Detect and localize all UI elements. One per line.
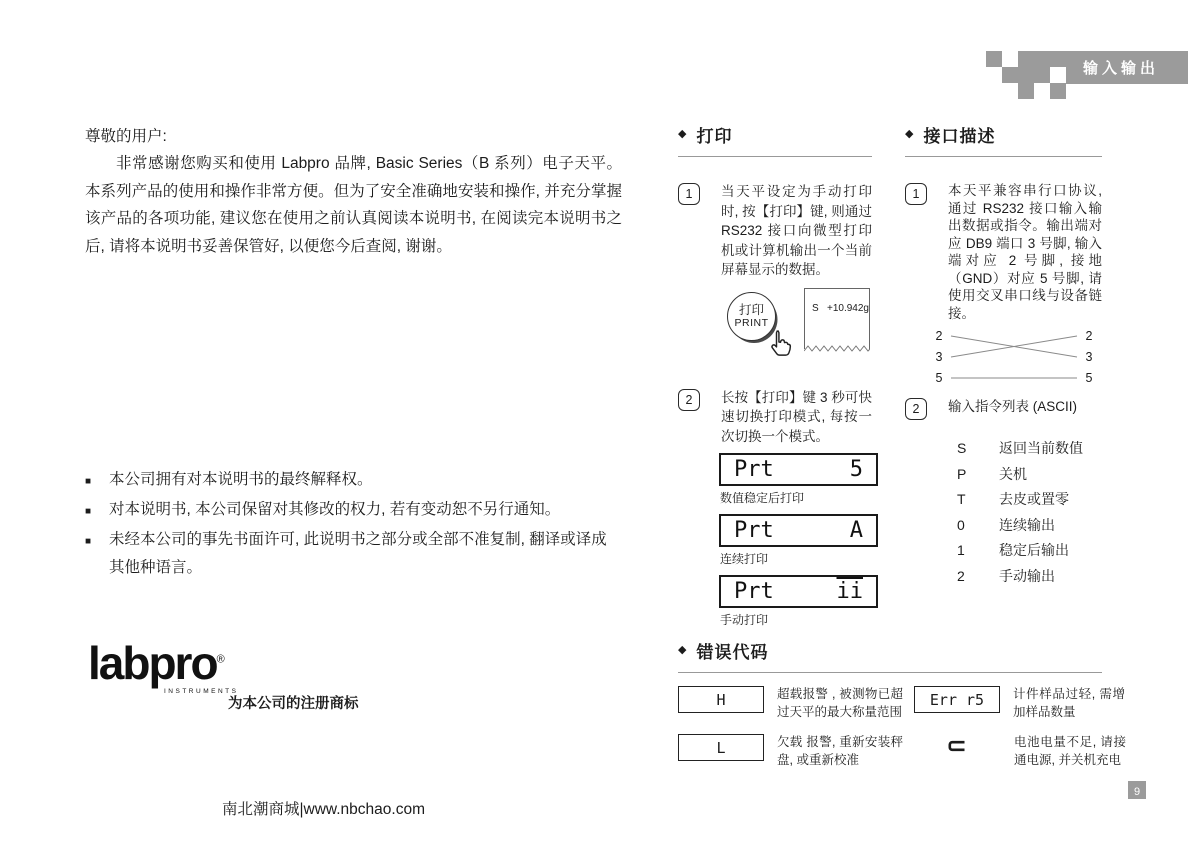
print-demo-illustration <box>719 290 872 386</box>
pin-label: 2 <box>935 329 943 343</box>
notice-item <box>85 466 622 496</box>
lcd-value: 5 <box>849 457 863 482</box>
command-desc: 连续输出 <box>999 516 1055 533</box>
command-desc: 手动输出 <box>999 567 1055 584</box>
battery-icon-cell <box>914 734 1001 759</box>
command-key: 1 <box>957 542 965 558</box>
display-caption: 手动打印 <box>720 613 769 627</box>
brand-logo <box>88 637 508 730</box>
print-section-header <box>678 122 872 157</box>
pixel-decoration <box>1050 83 1066 99</box>
notice-item <box>85 496 622 526</box>
command-key: T <box>957 491 966 507</box>
notice-list <box>85 466 622 582</box>
error-desc: 超载报警 , 被测物已超过天平的最大称量范围 <box>777 687 903 719</box>
pixel-decoration <box>1034 67 1050 83</box>
command-row <box>957 538 1102 564</box>
command-row <box>957 513 1102 539</box>
pixel-decoration <box>1018 51 1034 67</box>
error-row <box>678 734 1126 769</box>
error-desc: 电池电量不足, 请接通电源, 并关机充电 <box>1014 735 1126 767</box>
pixel-decoration <box>1018 83 1034 99</box>
diamond-icon: ◆ <box>905 128 915 140</box>
print-section <box>678 122 872 636</box>
lcd-prefix: Prt <box>734 457 774 482</box>
page-number-badge: 9 <box>1128 781 1146 799</box>
registered-trademark-symbol: ® <box>216 653 225 666</box>
step-text: 本天平兼容串行口协议, 通过 RS232 接口输入输出数据或指令。输出端对应 DB9 端口 3 号脚, 输入端对应 2 号脚, 接地（GND）对应 5 号脚, 请使用交叉串口线与设备链接。 <box>948 183 1102 321</box>
banner-title: 输入输出 <box>1082 60 1159 77</box>
ascii-command-list <box>957 436 1102 589</box>
error-code-section <box>678 638 1126 769</box>
command-desc: 返回当前数值 <box>999 440 1083 456</box>
pixel-decoration <box>1002 67 1018 83</box>
notice-text: 未经本公司的事先书面许可, 此说明书之部分或全部不准复制, 翻译或译成其他种语言。 <box>109 531 607 576</box>
logo-wordmark: labpro® <box>88 637 225 689</box>
command-desc: 关机 <box>999 465 1027 482</box>
step-text: 输入指令列表 (ASCII) <box>948 399 1078 414</box>
command-row <box>957 564 1102 590</box>
command-key: 0 <box>957 516 965 533</box>
step-number-badge: 2 <box>678 389 700 411</box>
lcd-value: $\overline{ii}$ <box>836 579 863 604</box>
error-section-title: 错误代码 <box>696 643 769 662</box>
diamond-icon: ◆ <box>678 644 688 656</box>
footer-watermark: 南北潮商城|www.nbchao.com <box>222 801 425 818</box>
salutation: 尊敬的用户: <box>85 128 167 145</box>
notice-text: 对本说明书, 本公司保留对其修改的权力, 若有变动恕不另行通知。 <box>109 501 561 518</box>
error-code-display: H <box>678 686 764 713</box>
logo-subtitle: INSTRUMENTS <box>164 688 239 695</box>
lcd-display <box>719 453 878 486</box>
command-key: 2 <box>957 567 965 584</box>
interface-section <box>905 122 1102 589</box>
lcd-prefix: Prt <box>734 579 774 604</box>
step-text: 当天平设定为手动打印时, 按【打印】键, 则通过 RS232 接口向微型打印机或计算机输出一个当前屏幕显示的数据。 <box>721 184 872 277</box>
notice-text: 本公司拥有对本说明书的最终解释权。 <box>109 471 373 488</box>
pin-label: 3 <box>1085 350 1093 364</box>
print-step-1 <box>678 182 872 280</box>
display-caption: 数值稳定后打印 <box>720 491 805 505</box>
command-desc: 稳定后输出 <box>999 542 1069 558</box>
crossover-wiring-diagram <box>933 328 1095 388</box>
banner-bar <box>1050 51 1188 84</box>
error-row <box>678 686 1125 721</box>
interface-step-2 <box>905 397 1102 420</box>
logo-caption: 为本公司的注册商标 <box>228 696 359 712</box>
interface-step-1 <box>905 182 1102 322</box>
lcd-value: A <box>849 518 863 543</box>
error-desc: 计件样品过轻, 需增加样品数量 <box>1013 687 1125 719</box>
bullet-square-icon: ■ <box>85 506 92 517</box>
pixel-decoration <box>1050 67 1066 83</box>
diamond-icon: ◆ <box>678 128 688 140</box>
bullet-square-icon: ■ <box>85 536 92 547</box>
receipt-paper <box>804 288 870 349</box>
pixel-decoration <box>1018 67 1034 83</box>
step-text: 长按【打印】键 3 秒可快速切换打印模式, 每按一次切换一个模式。 <box>721 389 872 444</box>
receipt-torn-edge <box>804 345 870 353</box>
step-number-badge: 1 <box>905 183 927 205</box>
wiring-lines <box>933 328 1095 388</box>
notice-item <box>85 526 622 582</box>
battery-low-icon <box>948 740 968 754</box>
error-section-header <box>678 638 1102 673</box>
pixel-decoration <box>986 51 1002 67</box>
print-button-label-en: PRINT <box>734 317 769 330</box>
pin-label: 5 <box>1085 371 1093 385</box>
command-key: S <box>957 440 967 456</box>
lcd-prefix: Prt <box>734 518 774 543</box>
command-row <box>957 462 1102 488</box>
bullet-square-icon: ■ <box>85 476 92 487</box>
interface-section-header <box>905 122 1102 157</box>
step-number-badge: 2 <box>905 398 927 420</box>
hand-cursor-icon <box>767 328 794 360</box>
command-desc: 去皮或置零 <box>999 491 1069 507</box>
display-caption: 连续打印 <box>720 552 769 566</box>
command-row <box>957 487 1102 513</box>
pixel-decoration <box>1034 51 1050 67</box>
lcd-display <box>719 514 878 547</box>
pin-label: 3 <box>935 350 943 364</box>
step-number-badge: 1 <box>678 183 700 205</box>
print-section-title: 打印 <box>696 127 733 146</box>
error-code-display: L <box>678 734 764 761</box>
pin-label: 2 <box>1085 329 1093 343</box>
error-code-display: Err r5 <box>914 686 1000 713</box>
print-mode-displays <box>719 453 872 628</box>
intro-paragraph: 非常感谢您购买和使用 Labpro 品牌, Basic Series（B 系列）电子天平。本系列产品的使用和操作非常方便。但为了安全准确地安装和操作, 并充分掌握该产品的各项功能, 建议您在使用之前认真阅读本说明书, 在阅读完本说明书之后, 请将本说明书妥善保管好, 以便您今后查阅, 谢谢。 <box>85 155 622 255</box>
pin-label: 5 <box>935 371 943 385</box>
lcd-display <box>719 575 878 608</box>
interface-section-title: 接口描述 <box>923 127 996 146</box>
command-row <box>957 436 1102 462</box>
command-key: P <box>957 465 967 482</box>
receipt-value: S +10.942g <box>812 302 869 314</box>
print-button-label-cn: 打印 <box>738 302 764 317</box>
print-step-2 <box>678 388 872 447</box>
error-desc: 欠载 报警, 重新安装秤盘, 或重新校准 <box>777 735 903 767</box>
